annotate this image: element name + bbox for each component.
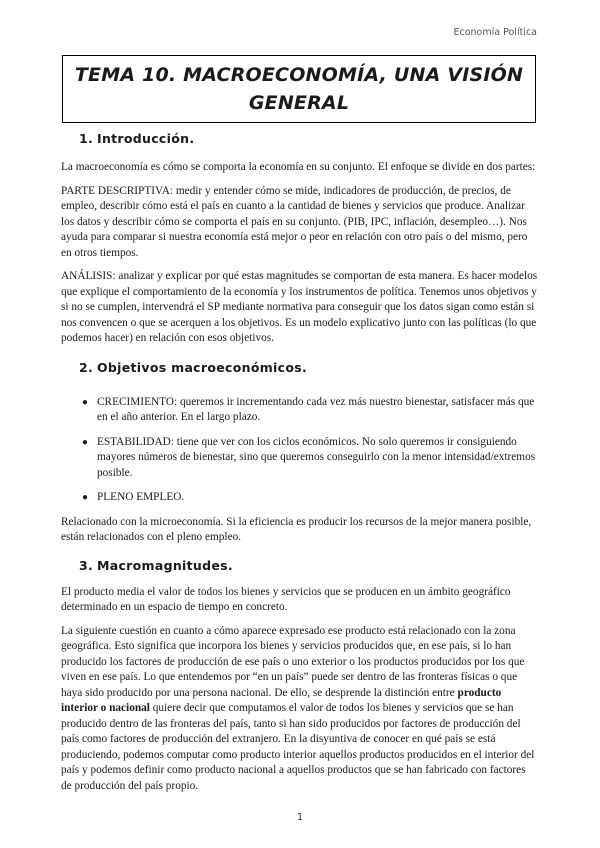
- paragraph: ANÁLISIS: analizar y explicar por qué estas magnitudes se comportan de esta manera. Es hacer modelos que explique el comportamiento de la economía y los instrumentos de política. Tenemos unos objetivos y si no se cumplen, intervendrá el SP mediante normativa para conseguir que los datos sigan como están si nos convencen o que se acerquen a los objetivos. Es un modelo explicativo junto con las políticas (lo que podemos hacer) en relación con esos objetivos.: [61, 270, 538, 344]
- page-number: 1: [296, 812, 304, 823]
- list-item: ● PLENO EMPLEO.: [61, 490, 539, 506]
- section-number: 2.: [79, 359, 94, 375]
- title-line-1: TEMA 10. MACROECONOMÍA, UNA VISIÓN: [74, 64, 524, 86]
- section-heading-introduccion: [61, 131, 539, 146]
- bullet-icon: ●: [82, 436, 89, 448]
- paragraph: PARTE DESCRIPTIVA: medir y entender cómo se mide, indicadores de producción, de precios, de empleo, describir cómo está el país en cuanto a la cantidad de bienes y servicios que produce. Analizar los datos y describir cómo se comporta el país en su conjunto. (PIB, IPC, inflación, desempleo…). Nos ayuda para comparar si nuestra economía está mejor o peor en relación con otro país o del mismo, pero en otros tiempos.: [61, 184, 528, 259]
- section-title: Objetivos macroeconómicos.: [97, 359, 308, 375]
- list-item: ● ESTABILIDAD: tiene que ver con los ciclos económicos. No solo queremos ir consiguiendo mayores números de bienestar, sino que queremos conseguirlo con la menor intensidad/extremos posible.: [82, 435, 536, 479]
- paragraph: El producto media el valor de todos los bienes y servicios que se producen en un ámbito geográfico determinado en un espacio de tiempo en concreto.: [61, 585, 511, 613]
- section-number: 1.: [79, 131, 94, 146]
- objectives-list: [61, 395, 539, 506]
- list-item: ● CRECIMIENTO: queremos ir incrementando cada vez más nuestro bienestar, satisfacer más que en el año anterior. En el largo plazo.: [82, 395, 535, 423]
- bold-term: producto interior o nacional: [61, 686, 502, 714]
- section-heading-macromagnitudes: [61, 558, 539, 573]
- page-title: [62, 55, 536, 123]
- paragraph: La siguiente cuestión en cuanto a cómo aparece expresado ese producto está relacionado con la zona geográfica. Esto significa que incorpora los bienes y servicios producidos que, en ese país, si lo han producido los factores de producción de ese país o uno exterior o los productos producidos por los que viven en ese país. Lo que entendemos por “en un país” puede ser dentro de las fronteras físicas o que haya sido producido por una persona nacional. De ello, se desprende la distinción entre producto interior o nacional quiere decir que computamos el valor de todos los bienes y servicios que se han producido dentro de las fronteras del país, tanto si han sido producidos por factores de producción del país como factores de producción del extranjero. En la disyuntiva de conocer en qué país se está produciendo, podemos computar como producto interior aquellos productos producidos en el interior del país y podemos definir como producto nacional a aquellos productos que se han fabricado con factores de producción del país propio.: [61, 624, 535, 792]
- section-title: Macromagnitudes.: [97, 557, 233, 573]
- document-body: [61, 126, 539, 794]
- paragraph: La macroeconomía es cómo se comporta la economía en su conjunto. El enfoque se divide en dos partes:: [61, 161, 536, 173]
- title-line-2: GENERAL: [248, 92, 350, 114]
- section-heading-objetivos: [61, 360, 539, 375]
- bullet-icon: ●: [82, 396, 89, 408]
- header-subject: Economía Política: [453, 27, 537, 38]
- section-title: Introducción.: [97, 131, 195, 146]
- bullet-icon: ●: [82, 492, 89, 503]
- section-number: 3.: [79, 557, 94, 573]
- paragraph: Relacionado con la microeconomía. Si la eficiencia es producir los recursos de la mejor manera posible, están relacionados con el pleno empleo.: [61, 515, 532, 543]
